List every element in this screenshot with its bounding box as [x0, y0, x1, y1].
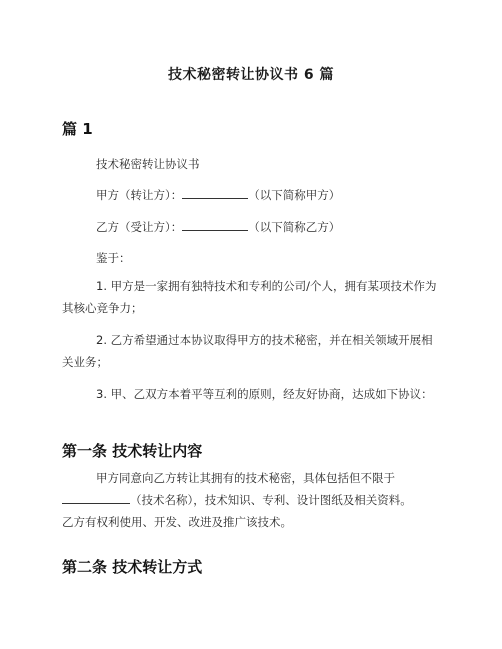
- section-heading-1: 篇 1: [62, 120, 93, 138]
- article-1-heading: 第一条 技术转让内容: [62, 442, 203, 460]
- article-1-line-a: 甲方同意向乙方转让其拥有的技术秘密，具体包括但不限于: [96, 471, 395, 485]
- party-a-label: 甲方（转让方）：: [96, 188, 183, 202]
- article-2-heading: 第二条 技术转让方式: [62, 558, 203, 576]
- party-b-line: [96, 218, 340, 236]
- whereas-label: 鉴于：: [96, 251, 131, 265]
- article-1-line-c: 乙方有权利使用、开发、改进及推广该技术。: [62, 515, 292, 529]
- article-1-text: [62, 467, 438, 533]
- recital-3: 3. 甲、乙双方本着平等互利的原则，经友好协商，达成如下协议：: [96, 387, 433, 401]
- article-1-line-b: [62, 489, 438, 511]
- party-b-suffix: （以下简称乙方）: [248, 220, 341, 234]
- article-1-line-b-text: （技术名称），技术知识、专利、设计图纸及相关资料。: [130, 493, 412, 507]
- party-a-blank: [182, 187, 248, 199]
- party-b-label: 乙方（受让方）：: [96, 220, 183, 234]
- party-b-blank: [182, 219, 248, 231]
- party-a-suffix: （以下简称甲方）: [248, 188, 341, 202]
- technology-name-blank: [62, 492, 130, 504]
- party-a-line: [96, 186, 340, 204]
- document-title: 技术秘密转让协议书 6 篇: [168, 67, 334, 83]
- agreement-name: 技术秘密转让协议书: [96, 157, 200, 171]
- recital-2: 2. 乙方希望通过本协议取得甲方的技术秘密，并在相关领域开展相关业务；: [62, 333, 433, 369]
- recital-1: 1. 甲方是一家拥有独特技术和专利的公司/个人，拥有某项技术作为其核心竞争力；: [62, 279, 437, 315]
